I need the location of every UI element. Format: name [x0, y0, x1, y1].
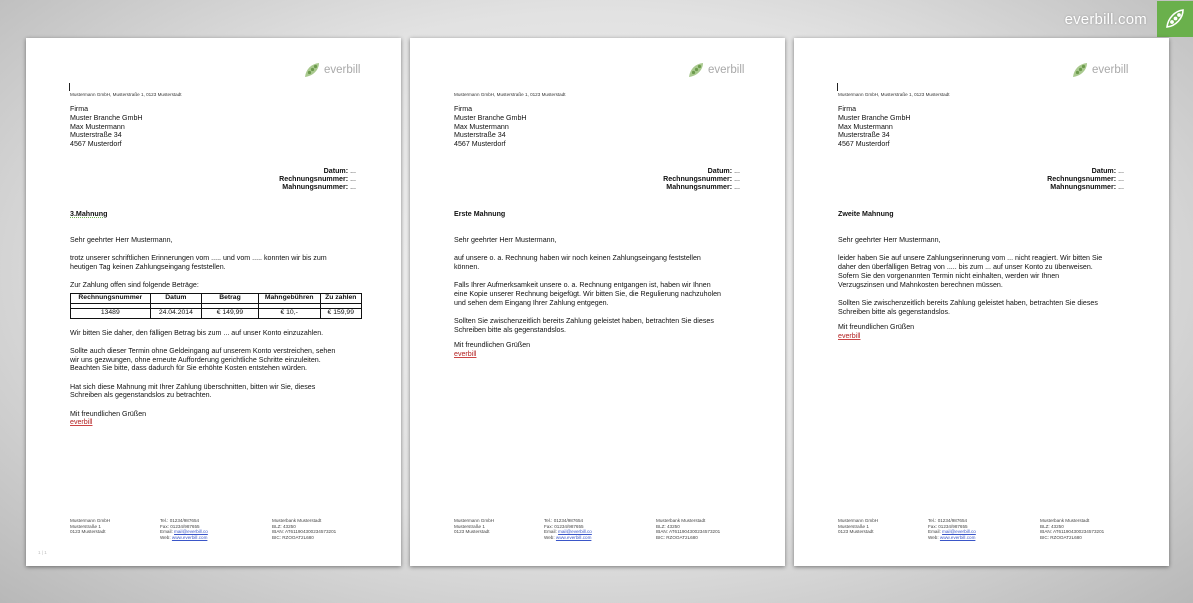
recipient-line: Firma: [454, 105, 473, 113]
body-paragraph: Sollten Sie zwischenzeitlich bereits Zahlung geleistet haben, betrachten Sie dieses Schreiben bitte als gegenstandslos.: [838, 298, 1098, 316]
body-paragraph: Sollte auch dieser Termin ohne Geldeingang auf unserem Konto verstreichen, sehen wir uns gezwungen, ohne erneute Aufforderung gerichtliche Schritte einzuleiten. Beachten Sie bitte, dass dadurch für Sie erhöhte Kosten entstehen würden.: [70, 346, 336, 373]
meta-reminder-number: Mahnungsnummer: ...: [282, 183, 356, 192]
table-intro: Zur Zahlung offen sind folgende Beträge:: [70, 281, 199, 290]
web-link[interactable]: www.everbill.com: [555, 534, 592, 540]
closing: Mit freundlichen Grüßen: [70, 409, 147, 418]
logo-text: everbill: [324, 63, 361, 76]
brand-tile[interactable]: [1157, 1, 1193, 37]
footer-bank: Musterbank Musterstadt BLZ: 43250 IBAN: AT611904300234573201 BIC: RZOOAT2L680: [656, 518, 721, 540]
recipient-line: Muster Branche GmbH: [70, 113, 143, 122]
letter-page-first-reminder: [410, 38, 785, 566]
sender-line: Mustermann GmbH, Musterstraße 1, 0123 Musterstadt: [838, 92, 950, 97]
invoice-table: [70, 293, 362, 319]
recipient-line: 4567 Musterdorf: [70, 140, 122, 149]
col-header: Zu zahlen: [320, 293, 361, 303]
brand-bar: [1065, 0, 1193, 38]
email-link[interactable]: mail@everbill.co: [558, 529, 592, 535]
sender-line: Mustermann GmbH, Musterstraße 1, 0123 Musterstadt: [454, 92, 566, 97]
salutation: Sehr geehrter Herr Mustermann,: [454, 236, 557, 244]
logo-text: everbill: [1092, 63, 1129, 76]
body-paragraph: Sollten Sie zwischenzeitlich bereits Zahlung geleistet haben, betrachten Sie dieses Schreiben bitte als gegenstandslos.: [454, 316, 714, 334]
recipient-line: Firma: [838, 105, 857, 113]
recipient-address: [838, 105, 911, 149]
email-link[interactable]: mail@everbill.co: [174, 529, 208, 535]
letter-meta: [279, 167, 356, 192]
table-cell: € 159,99: [320, 308, 361, 318]
letter-subject: 3.Mahnung: [70, 210, 108, 218]
meta-date: Datum: ...: [323, 167, 356, 175]
recipient-line: Max Mustermann: [70, 122, 125, 131]
everbill-logo: [686, 60, 744, 80]
table-cell: 24.04.2014: [150, 308, 202, 318]
recipient-line: Max Mustermann: [454, 122, 509, 131]
footer-address: Mustermann GmbH Musterstraße 1 0123 Musterstadt: [838, 518, 879, 535]
meta-reminder-number: Mahnungsnummer: ...: [1050, 183, 1124, 192]
meta-invoice-number: Rechnungsnummer: ...: [663, 175, 740, 184]
table-header-row: [71, 293, 362, 303]
col-header: Betrag: [202, 293, 259, 303]
recipient-line: Max Mustermann: [838, 122, 893, 131]
col-header: Rechnungsnummer: [71, 293, 151, 303]
footer-address: Mustermann GmbH Musterstraße 1 0123 Musterstadt: [454, 518, 495, 535]
table-cell: 13489: [71, 308, 151, 318]
meta-reminder-number: Mahnungsnummer: ...: [666, 183, 740, 192]
signature: everbill: [838, 331, 861, 340]
text-cursor: [69, 83, 70, 91]
signature: everbill: [454, 349, 477, 358]
page-number: 1 | 1: [38, 550, 47, 556]
letter-body: [454, 236, 746, 359]
recipient-line: Musterstraße 34: [454, 131, 506, 140]
sender-line: Mustermann GmbH, Musterstraße 1, 0123 Musterstadt: [70, 92, 182, 97]
everbill-logo: [1070, 60, 1128, 80]
col-header: Datum: [150, 293, 202, 303]
text-cursor: [837, 83, 838, 91]
pea-pod-logo-icon: [686, 60, 706, 80]
recipient-line: 4567 Musterdorf: [838, 140, 890, 149]
logo-text: everbill: [708, 63, 745, 76]
recipient-line: 4567 Musterdorf: [454, 140, 506, 149]
footer-contact: Tel.: 01234/987654 Fax: 01234/987655 Email: mail@everbill.co Web: www.everbill.com: [928, 518, 976, 540]
closing: Mit freundlichen Grüßen: [838, 322, 915, 331]
body-paragraph: Hat sich diese Mahnung mit Ihrer Zahlung überschnitten, bitten wir Sie, dieses Schreiben als gegenstandslos zu betrachten.: [70, 382, 316, 400]
footer-address: Mustermann GmbH Musterstraße 1 0123 Musterstadt: [70, 518, 111, 535]
site-name[interactable]: everbill.com: [1064, 10, 1147, 28]
web-link[interactable]: www.everbill.com: [939, 534, 976, 540]
letter-body: [70, 236, 362, 427]
col-header: Mahngebühren: [258, 293, 320, 303]
email-link[interactable]: mail@everbill.co: [942, 529, 976, 535]
recipient-line: Musterstraße 34: [70, 131, 122, 140]
letter-page-second-reminder: [794, 38, 1169, 566]
recipient-line: Musterstraße 34: [838, 131, 890, 140]
footer-contact: Tel.: 01234/987654 Fax: 01234/987655 Email: mail@everbill.co Web: www.everbill.com: [160, 518, 208, 540]
pea-pod-icon: [1162, 6, 1188, 32]
letter-page-third-reminder: [26, 38, 401, 566]
table-row: [71, 308, 362, 318]
recipient-line: Firma: [70, 105, 89, 113]
pea-pod-logo-icon: [302, 60, 322, 80]
letter-meta: [1047, 167, 1124, 192]
letter-subject: Erste Mahnung: [454, 210, 506, 218]
table-cell: € 10,-: [258, 308, 320, 318]
web-link[interactable]: www.everbill.com: [171, 534, 208, 540]
body-paragraph: leider haben Sie auf unsere Zahlungserinnerung vom ... nicht reagiert. Wir bitten Sie daher den überfälligen Betrag von ..... bis zum ... auf unser Konto zu überweisen. Sofern Sie den vorgenannten Termin nicht einhalten, werden wir Ihnen Verzugszinsen und Mahnkosten berechnen müssen.: [838, 254, 1103, 289]
body-paragraph: Falls Ihrer Aufmerksamkeit unsere o. a. Rechnung entgangen ist, haben wir Ihnen eine Kopie unserer Rechnung beigefügt. Wir bitten Sie, die Regulierung nachzuholen und sehen dem Eingang Ihrer Zahlung entgegen.: [454, 281, 721, 307]
recipient-address: [454, 105, 527, 149]
meta-invoice-number: Rechnungsnummer: ...: [279, 175, 356, 184]
signature: everbill: [70, 418, 93, 427]
recipient-address: [70, 105, 143, 149]
body-paragraph: trotz unserer schriftlichen Erinnerungen vom ..... und vom ..... konnten wir bis zum heutigen Tag keinen Zahlungseingang feststellen.: [70, 254, 327, 271]
salutation: Sehr geehrter Herr Mustermann,: [838, 236, 941, 244]
letter-meta: [663, 167, 740, 192]
salutation: Sehr geehrter Herr Mustermann,: [70, 236, 173, 244]
letter-body: [838, 236, 1130, 340]
letter-subject: Zweite Mahnung: [838, 210, 894, 218]
body-paragraph: Wir bitten Sie daher, den fälligen Betrag bis zum ... auf unser Konto einzuzahlen.: [70, 328, 324, 337]
meta-date: Datum: ...: [707, 167, 740, 175]
recipient-line: Muster Branche GmbH: [838, 113, 911, 122]
body-paragraph: auf unsere o. a. Rechnung haben wir noch keinen Zahlungseingang feststellen können.: [454, 254, 701, 271]
closing: Mit freundlichen Grüßen: [454, 340, 531, 349]
pea-pod-logo-icon: [1070, 60, 1090, 80]
recipient-line: Muster Branche GmbH: [454, 113, 527, 122]
table-cell: € 149,99: [202, 308, 259, 318]
footer-bank: Musterbank Musterstadt BLZ: 43250 IBAN: AT611904300234573201 BIC: RZOOAT2L680: [1040, 518, 1105, 540]
meta-date: Datum: ...: [1091, 167, 1124, 175]
everbill-logo: [302, 60, 360, 80]
footer-contact: Tel.: 01234/987654 Fax: 01234/987655 Email: mail@everbill.co Web: www.everbill.com: [544, 518, 592, 540]
footer-bank: Musterbank Musterstadt BLZ: 43250 IBAN: AT611904300234573201 BIC: RZOOAT2L680: [272, 518, 337, 540]
meta-invoice-number: Rechnungsnummer: ...: [1047, 175, 1124, 184]
